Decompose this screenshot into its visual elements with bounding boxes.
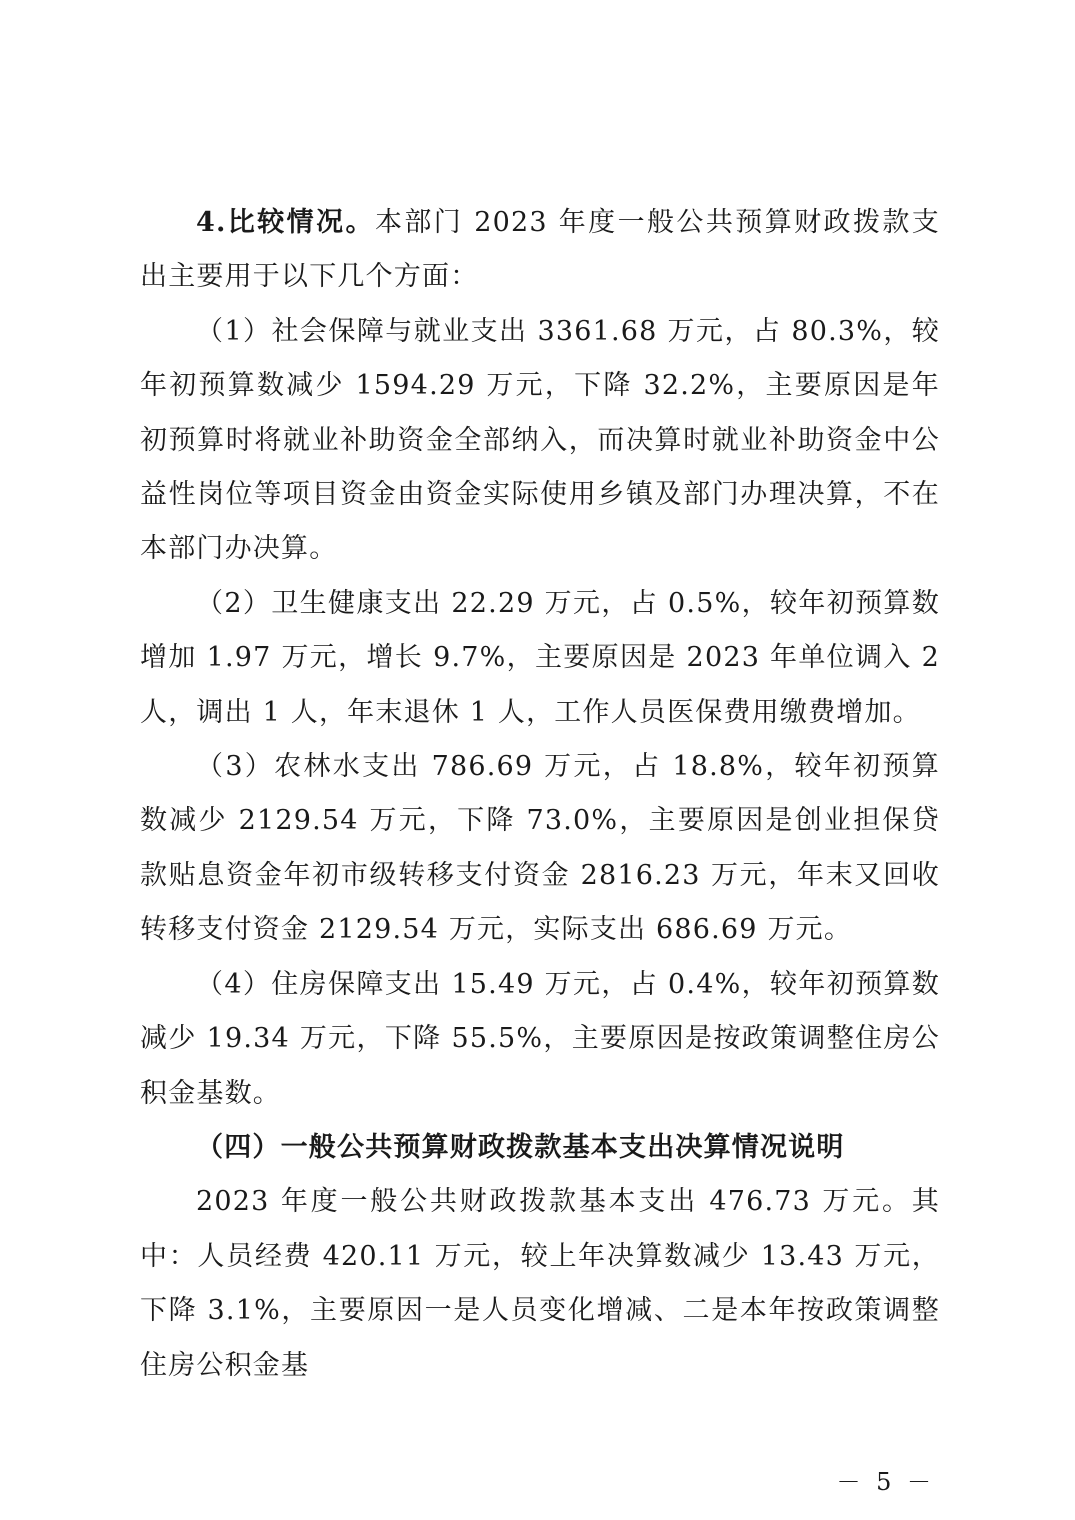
- paragraph-comparison-intro: [140, 196, 940, 305]
- section-lead-comparison: 4.比较情况。: [196, 207, 375, 238]
- page-number: － 5 －: [836, 1468, 935, 1496]
- paragraph-health: （2）卫生健康支出 22.29 万元，占 0.5%，较年初预算数增加 1.97 万元，增长 9.7%，主要原因是 2023 年单位调入 2 人，调出 1 人，年末退休 1 人，工作人员医保费用缴费增加。: [140, 587, 940, 728]
- paragraph-agriculture: （3）农林水支出 786.69 万元，占 18.8%，较年初预算数减少 2129.54 万元，下降 73.0%，主要原因是创业担保贷款贴息资金年初市级转移支付资金 2816.23 万元，年末又回收转移支付资金 2129.54 万元，实际支出 686.69 万元。: [140, 751, 940, 946]
- section-heading-basic-expenditure: （四）一般公共预算财政拨款基本支出决算情况说明: [196, 1131, 845, 1163]
- paragraph-housing: （4）住房保障支出 15.49 万元，占 0.4%，较年初预算数减少 19.34 万元，下降 55.5%，主要原因是按政策调整住房公积金基数。: [140, 968, 940, 1109]
- paragraph-basic-expenditure: 2023 年度一般公共财政拨款基本支出 476.73 万元。其中：人员经费 420.11 万元，较上年决算数减少 13.43 万元，下降 3.1%，主要原因一是人员变化增减、二是本年按政策调整住房公积金基: [140, 1186, 940, 1381]
- paragraph-text: 本部门 2023 年度一般公共预算财政拨款支出主要用于以下几个方面：: [140, 207, 941, 293]
- document-body: [140, 196, 940, 1393]
- paragraph-social-security: （1）社会保障与就业支出 3361.68 万元，占 80.3%，较年初预算数减少 1594.29 万元，下降 32.2%，主要原因是年初预算时将就业补助资金全部纳入，而决算时就业补助资金中公益性岗位等项目资金由资金实际使用乡镇及部门办理决算，不在本部门办决算。: [140, 315, 940, 565]
